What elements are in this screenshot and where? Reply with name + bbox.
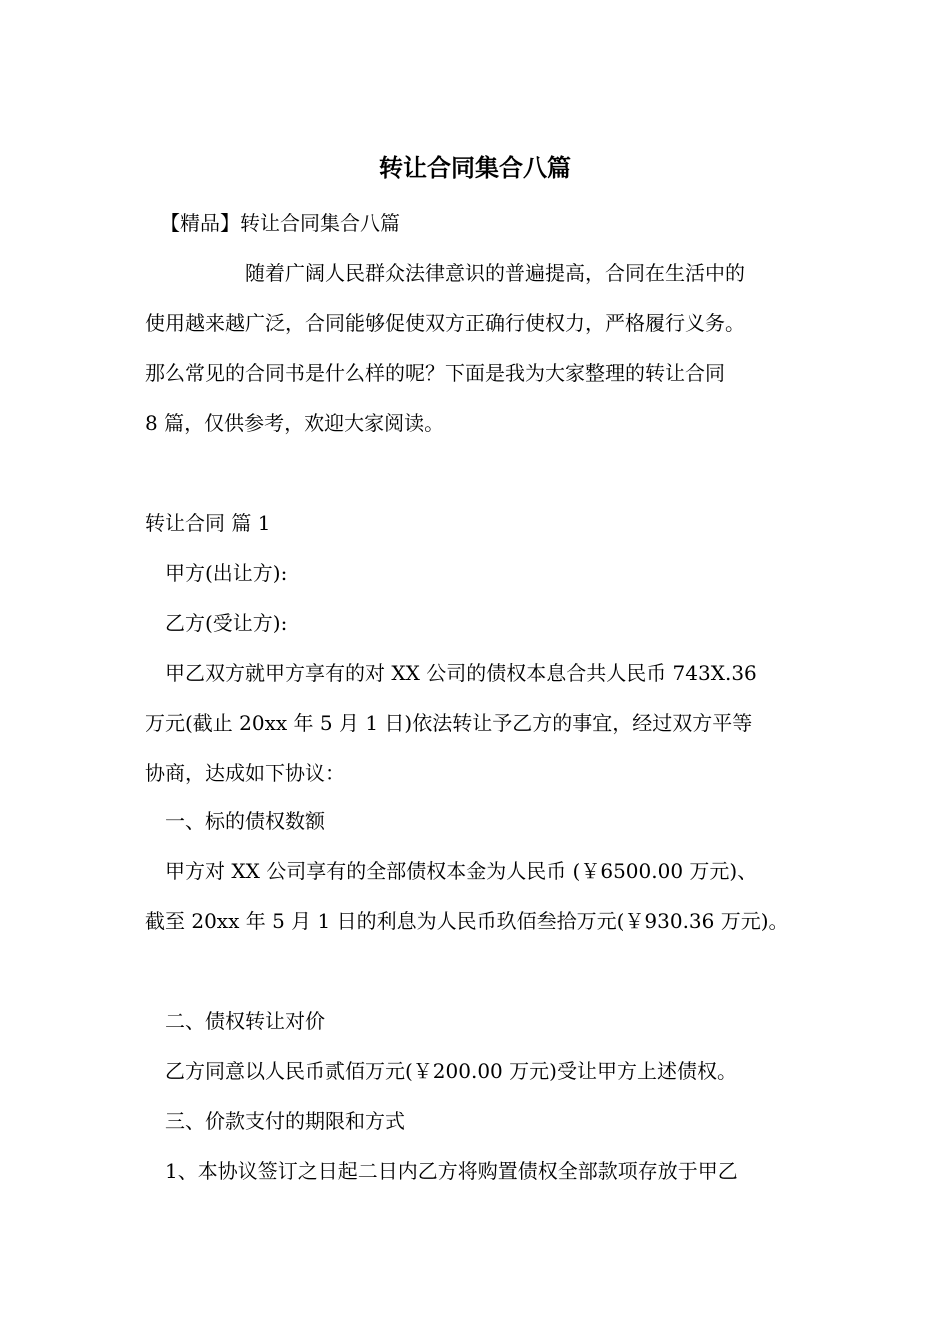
intro-line-1: 随着广阔人民群众法律意识的普遍提高，合同在生活中的 bbox=[245, 261, 745, 285]
intro-line-2: 使用越来越广泛，合同能够促使双方正确行使权力，严格履行义务。 bbox=[145, 311, 745, 335]
intro-line-3: 那么常见的合同书是什么样的呢？下面是我为大家整理的转让合同 bbox=[145, 361, 725, 385]
clause1-heading: 一、标的债权数额 bbox=[165, 809, 325, 833]
clause1-line-2: 截至 20xx 年 5 月 1 日的利息为人民币玖佰叁拾万元(￥930.36 万元)。 bbox=[145, 909, 789, 933]
party-a-line: 甲方(出让方): bbox=[165, 561, 288, 585]
document-subtitle: 【精品】转让合同集合八篇 bbox=[160, 211, 400, 235]
section-heading: 转让合同 篇 1 bbox=[145, 511, 271, 535]
party-b-line: 乙方(受让方): bbox=[165, 611, 288, 635]
agreement-line-2: 万元(截止 20xx 年 5 月 1 日)依法转让予乙方的事宜，经过双方平等 bbox=[145, 711, 753, 735]
document-title: 转让合同集合八篇 bbox=[379, 154, 571, 182]
clause3-heading: 三、价款支付的期限和方式 bbox=[165, 1109, 405, 1133]
clause2-heading: 二、债权转让对价 bbox=[165, 1009, 325, 1033]
clause3-item-1: 1、本协议签订之日起二日内乙方将购置债权全部款项存放于甲乙 bbox=[165, 1159, 738, 1183]
clause2-line: 乙方同意以人民币贰佰万元(￥200.00 万元)受让甲方上述债权。 bbox=[165, 1059, 737, 1083]
intro-line-4: 8 篇，仅供参考，欢迎大家阅读。 bbox=[145, 411, 445, 435]
agreement-line-3: 协商，达成如下协议： bbox=[145, 761, 345, 785]
agreement-line-1: 甲乙双方就甲方享有的对 XX 公司的债权本息合共人民币 743X.36 bbox=[165, 661, 757, 685]
clause1-line-1: 甲方对 XX 公司享有的全部债权本金为人民币 (￥6500.00 万元)、 bbox=[165, 859, 758, 883]
